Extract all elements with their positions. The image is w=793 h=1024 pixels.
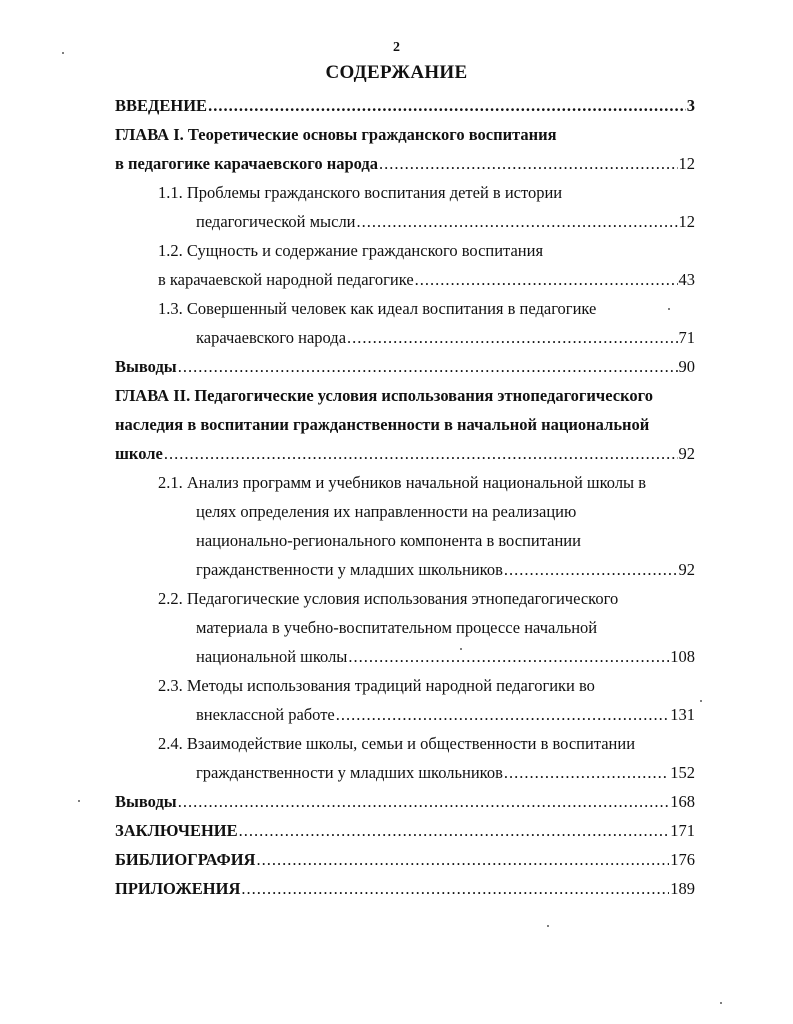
toc-entry-2-2-line3 <box>196 643 695 671</box>
toc-entry-text: гражданственности у младших школьников <box>196 560 503 579</box>
toc-entry-2-1-line1 <box>158 469 695 497</box>
toc-entry-2-3-line1 <box>158 672 695 700</box>
dot-leader <box>348 643 669 671</box>
dot-leader <box>347 324 677 352</box>
toc-entry-text: карачаевского народа <box>196 328 347 347</box>
toc-entry-page: 108 <box>670 647 695 666</box>
toc-entry-1-2-line1 <box>158 237 695 265</box>
scan-speck <box>700 700 702 702</box>
dot-leader <box>357 208 678 236</box>
dot-leader <box>164 440 678 468</box>
toc-entry-text: 2.4. Взаимодействие школы, семьи и общественности в воспитании <box>158 734 636 753</box>
toc-entry-page: 131 <box>670 705 695 724</box>
toc-entry-2-4-line1 <box>158 730 695 758</box>
toc-entry-page: 168 <box>670 792 695 811</box>
toc-entry-text: наследия в воспитании гражданственности в начальной национальной <box>115 415 650 434</box>
dot-leader <box>178 353 678 381</box>
toc-entry-2-4-line2 <box>196 759 695 787</box>
scan-speck <box>720 1002 722 1004</box>
dot-leader <box>208 92 686 120</box>
dot-leader <box>336 701 670 729</box>
toc-entry-page: 92 <box>678 560 695 579</box>
toc-entry-bibliography <box>115 846 695 874</box>
toc-entry-page: 171 <box>670 821 695 840</box>
dot-leader <box>504 759 669 787</box>
toc-entry-text: материала в учебно-воспитательном процессе начальной <box>196 618 598 637</box>
dot-leader <box>504 556 678 584</box>
toc-entry-page: 176 <box>670 850 695 869</box>
scan-speck <box>460 648 462 650</box>
toc-entry-text: внеклассной работе <box>196 705 335 724</box>
toc-entry-text: целях определения их направленности на реализацию <box>196 502 577 521</box>
toc-entry-1-2-line2 <box>158 266 695 294</box>
dot-leader <box>241 875 669 903</box>
toc-entry-text: национальной школы <box>196 647 348 666</box>
toc-entry-text: в карачаевской народной педагогике <box>158 270 414 289</box>
scan-speck <box>62 52 64 54</box>
toc-entry-2-1-line4 <box>196 556 695 584</box>
toc-entry-text: Выводы <box>115 357 177 376</box>
dot-leader <box>239 817 670 845</box>
toc-entry-chapter2-line2 <box>115 411 695 439</box>
toc-title: СОДЕРЖАНИЕ <box>325 62 468 83</box>
toc-entry-chapter1-line2 <box>115 150 695 178</box>
toc-entry-text: ГЛАВА II. Педагогические условия использования этнопедагогического <box>115 386 653 405</box>
toc-entry-introduction <box>115 92 695 120</box>
toc-entry-appendices <box>115 875 695 903</box>
dot-leader <box>178 788 670 816</box>
scan-speck <box>78 800 80 802</box>
toc-entry-page: 3 <box>686 96 695 115</box>
toc-entry-1-3-line1 <box>158 295 695 323</box>
toc-entry-text: школе <box>115 444 163 463</box>
toc-entry-text: 1.3. Совершенный человек как идеал воспитания в педагогике <box>158 299 597 318</box>
toc-entry-chapter2-line1 <box>115 382 695 410</box>
dot-leader <box>256 846 669 874</box>
toc-entry-text: 2.2. Педагогические условия использования этнопедагогического <box>158 589 619 608</box>
dot-leader <box>415 266 678 294</box>
toc-entry-text: Выводы <box>115 792 177 811</box>
toc-entry-2-2-line2 <box>196 614 695 642</box>
toc-entry-conclusions-1 <box>115 353 695 381</box>
toc-entry-1-1-line2 <box>196 208 695 236</box>
toc-entry-text: 1.2. Сущность и содержание гражданского воспитания <box>158 241 544 260</box>
toc-entry-1-1-line1 <box>158 179 695 207</box>
toc-entry-chapter1-line1 <box>115 121 695 149</box>
scan-speck <box>668 308 670 310</box>
scan-speck <box>547 925 549 927</box>
toc-entry-text: ГЛАВА I. Теоретические основы гражданского воспитания <box>115 125 557 144</box>
toc-entry-conclusions-2 <box>115 788 695 816</box>
toc-entry-2-1-line2 <box>196 498 695 526</box>
toc-entry-text: гражданственности у младших школьников <box>196 763 503 782</box>
toc-entry-page: 71 <box>678 328 695 347</box>
toc-entry-page: 90 <box>678 357 695 376</box>
toc-entry-text: ЗАКЛЮЧЕНИЕ <box>115 821 238 840</box>
toc-entry-text: 2.3. Методы использования традиций народной педагогики во <box>158 676 595 695</box>
toc-entry-text: БИБЛИОГРАФИЯ <box>115 850 256 869</box>
toc-entry-2-3-line2 <box>196 701 695 729</box>
toc-entry-page: 43 <box>678 270 695 289</box>
toc-entry-text: в педагогике карачаевского народа <box>115 154 379 173</box>
toc-entry-page: 92 <box>678 444 695 463</box>
toc-entry-text: 2.1. Анализ программ и учебников начальной национальной школы в <box>158 473 647 492</box>
toc-entry-text: национально-регионального компонента в воспитании <box>196 531 581 550</box>
toc-entry-text: педагогической мысли <box>196 212 356 231</box>
page-number: 2 <box>393 40 400 55</box>
dot-leader <box>379 150 677 178</box>
toc-entry-page: 189 <box>670 879 695 898</box>
toc-entry-1-3-line2 <box>196 324 695 352</box>
toc-entry-chapter2-line3 <box>115 440 695 468</box>
toc-entry-page: 12 <box>678 212 695 231</box>
toc-entry-conclusion <box>115 817 695 845</box>
toc-entry-text: ПРИЛОЖЕНИЯ <box>115 879 241 898</box>
toc-entry-text: ВВЕДЕНИЕ <box>115 96 208 115</box>
toc-entry-page: 12 <box>678 154 695 173</box>
toc-entry-2-2-line1 <box>158 585 695 613</box>
toc-entry-page: 152 <box>670 763 695 782</box>
toc-entry-2-1-line3 <box>196 527 695 555</box>
toc-entry-text: 1.1. Проблемы гражданского воспитания детей в истории <box>158 183 563 202</box>
